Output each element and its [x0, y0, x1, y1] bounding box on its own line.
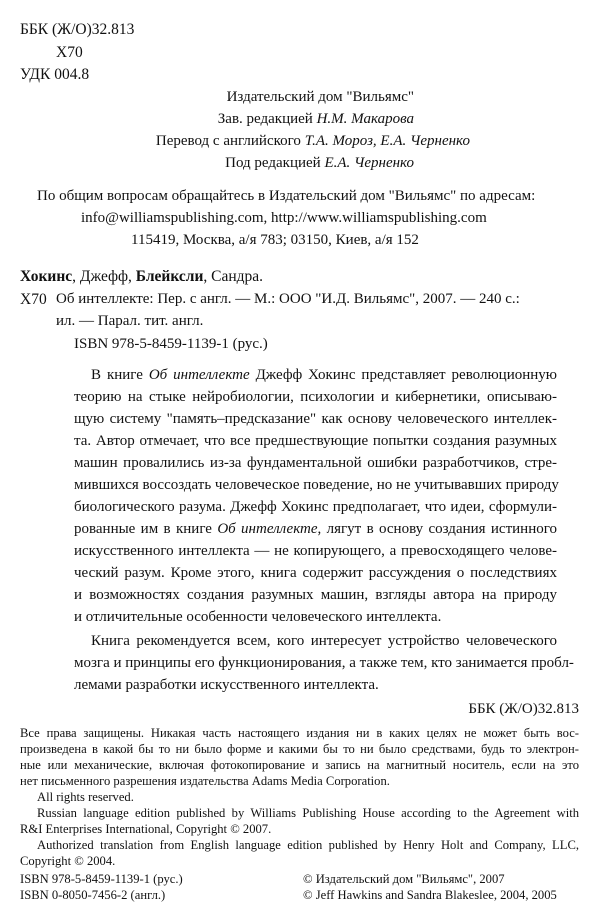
record-authors — [20, 269, 263, 285]
contacts-line1: По общим вопросам обращайтесь в Издательский дом "Вильямс" по адресам: — [37, 188, 536, 204]
translation-credit — [156, 134, 470, 149]
annotation-line: искусственного интеллекта — не копирующего, а превосходящего челове- — [74, 543, 557, 559]
rights-line: R&I Enterprises International, Copyright © 2007. — [20, 822, 272, 836]
chief-editor — [218, 112, 414, 127]
annotation-line: машин провалились из-за фундаментальной ошибки разработчиков, стре- — [74, 455, 557, 471]
editor-label: Под редакцией — [225, 155, 325, 171]
footer-isbn-ru: ISBN 978-5-8459-1139-1 (рус.) — [20, 872, 183, 886]
translation-names: Т.А. Мороз, Е.А. Черненко — [304, 133, 470, 149]
author2-rest: , Сандра. — [203, 268, 264, 285]
chief-editor-name: Н.М. Макарова — [316, 111, 414, 127]
annotation-line: и отличительные особенности человеческого интеллекта. — [74, 609, 442, 625]
record-entry-line2: ил. — Парал. тит. англ. — [56, 313, 204, 329]
annotation-line: та. Автор отмечает, что все предшествующие попытки создания разумных — [74, 433, 557, 449]
author2-surname: Блейксли — [135, 268, 204, 285]
bbk-code: ББК (Ж/О)32.813 — [20, 21, 135, 38]
annotation-line: Книга рекомендуется всем, кого интересует устройство человеческого — [91, 633, 557, 649]
udk-code: УДК 004.8 — [20, 66, 90, 83]
publisher-name: Издательский дом "Вильямс" — [226, 89, 414, 105]
annotation-line: щую систему "память–предсказание" как основу человеческого интеллек- — [74, 411, 557, 427]
rights-line: Authorized translation from English language edition published by Henry Holt and Company, LLC, — [37, 838, 579, 852]
editor-name: Е.А. Черненко — [324, 155, 414, 171]
footer-isbn-en: ISBN 0-8050-7456-2 (англ.) — [20, 888, 166, 902]
rights-line: Copyright © 2004. — [20, 854, 116, 868]
annotation-line: рованные им в книге Об интеллекте, лягут в основу создания истинного — [74, 521, 558, 537]
rights-line: All rights reserved. — [37, 790, 134, 804]
contacts-postal: 115419, Москва, а/я 783; 03150, Киев, а/я 152 — [131, 232, 419, 248]
annotation-line: мившихся воссоздать человеческое поведение, но не учитывавших природу — [74, 477, 559, 493]
annotation-line: теорию на стыке нейробиологии, психологии и кибернетики, описываю- — [74, 389, 557, 405]
rights-line: нет письменного разрешения издательства Adams Media Corporation. — [20, 774, 390, 788]
book-title: Об интеллекте — [217, 521, 318, 537]
record-entry-mark: Х70 — [20, 291, 47, 308]
book-title: Об интеллекте — [148, 367, 250, 383]
record-entry-line1: Об интеллекте: Пер. с англ. — М.: ООО "И.Д. Вильямс", 2007. — 240 с.: — [56, 291, 520, 307]
bbk-right: ББК (Ж/О)32.813 — [468, 701, 579, 717]
footer-copyright-ru: © Издательский дом "Вильямс", 2007 — [303, 872, 505, 886]
annotation-line: ческий разум. Кроме этого, книга содержит рассуждения о последствиях — [74, 565, 557, 581]
annotation-line: лемами разработки искусственного интеллекта. — [74, 677, 379, 693]
rights-line: произведена в какой бы то ни было форме и какими бы то ни было средствами, будь то электрон- — [20, 742, 579, 756]
editor-credit — [225, 156, 414, 171]
contacts-links[interactable]: info@williamspublishing.com, http://www.williamspublishing.com — [81, 210, 487, 226]
rights-line: Все права защищены. Никакая часть настоящего издания ни в каких целях не может быть вос- — [20, 726, 579, 740]
record-isbn: ISBN 978-5-8459-1139-1 (рус.) — [74, 336, 268, 352]
annotation-line: и возможностях создания разумных машин, взгляды автора на природу — [74, 587, 557, 603]
annotation-line: биологического разума. Джефф Хокинс предполагает, что идеи, сформули- — [74, 499, 557, 515]
author1-rest: , Джефф, — [72, 268, 136, 285]
author-mark: Х70 — [56, 44, 83, 61]
rights-line: Russian language edition published by Williams Publishing House according to the Agreement with — [37, 806, 579, 820]
annotation-line: В книге Об интеллекте Джефф Хокинс представляет революционную — [91, 367, 557, 383]
rights-line: ные или механические, включая фотокопирование и запись на магнитный носитель, если на это — [20, 758, 579, 772]
annotation-line: мозга и принципы его функционирования, а также тем, кто занимается пробл- — [74, 655, 574, 671]
author1-surname: Хокинс — [20, 268, 73, 285]
chief-editor-label: Зав. редакцией — [217, 111, 317, 127]
footer-copyright-en: © Jeff Hawkins and Sandra Blakeslee, 2004, 2005 — [303, 888, 557, 902]
translation-label: Перевод с английского — [155, 133, 305, 149]
